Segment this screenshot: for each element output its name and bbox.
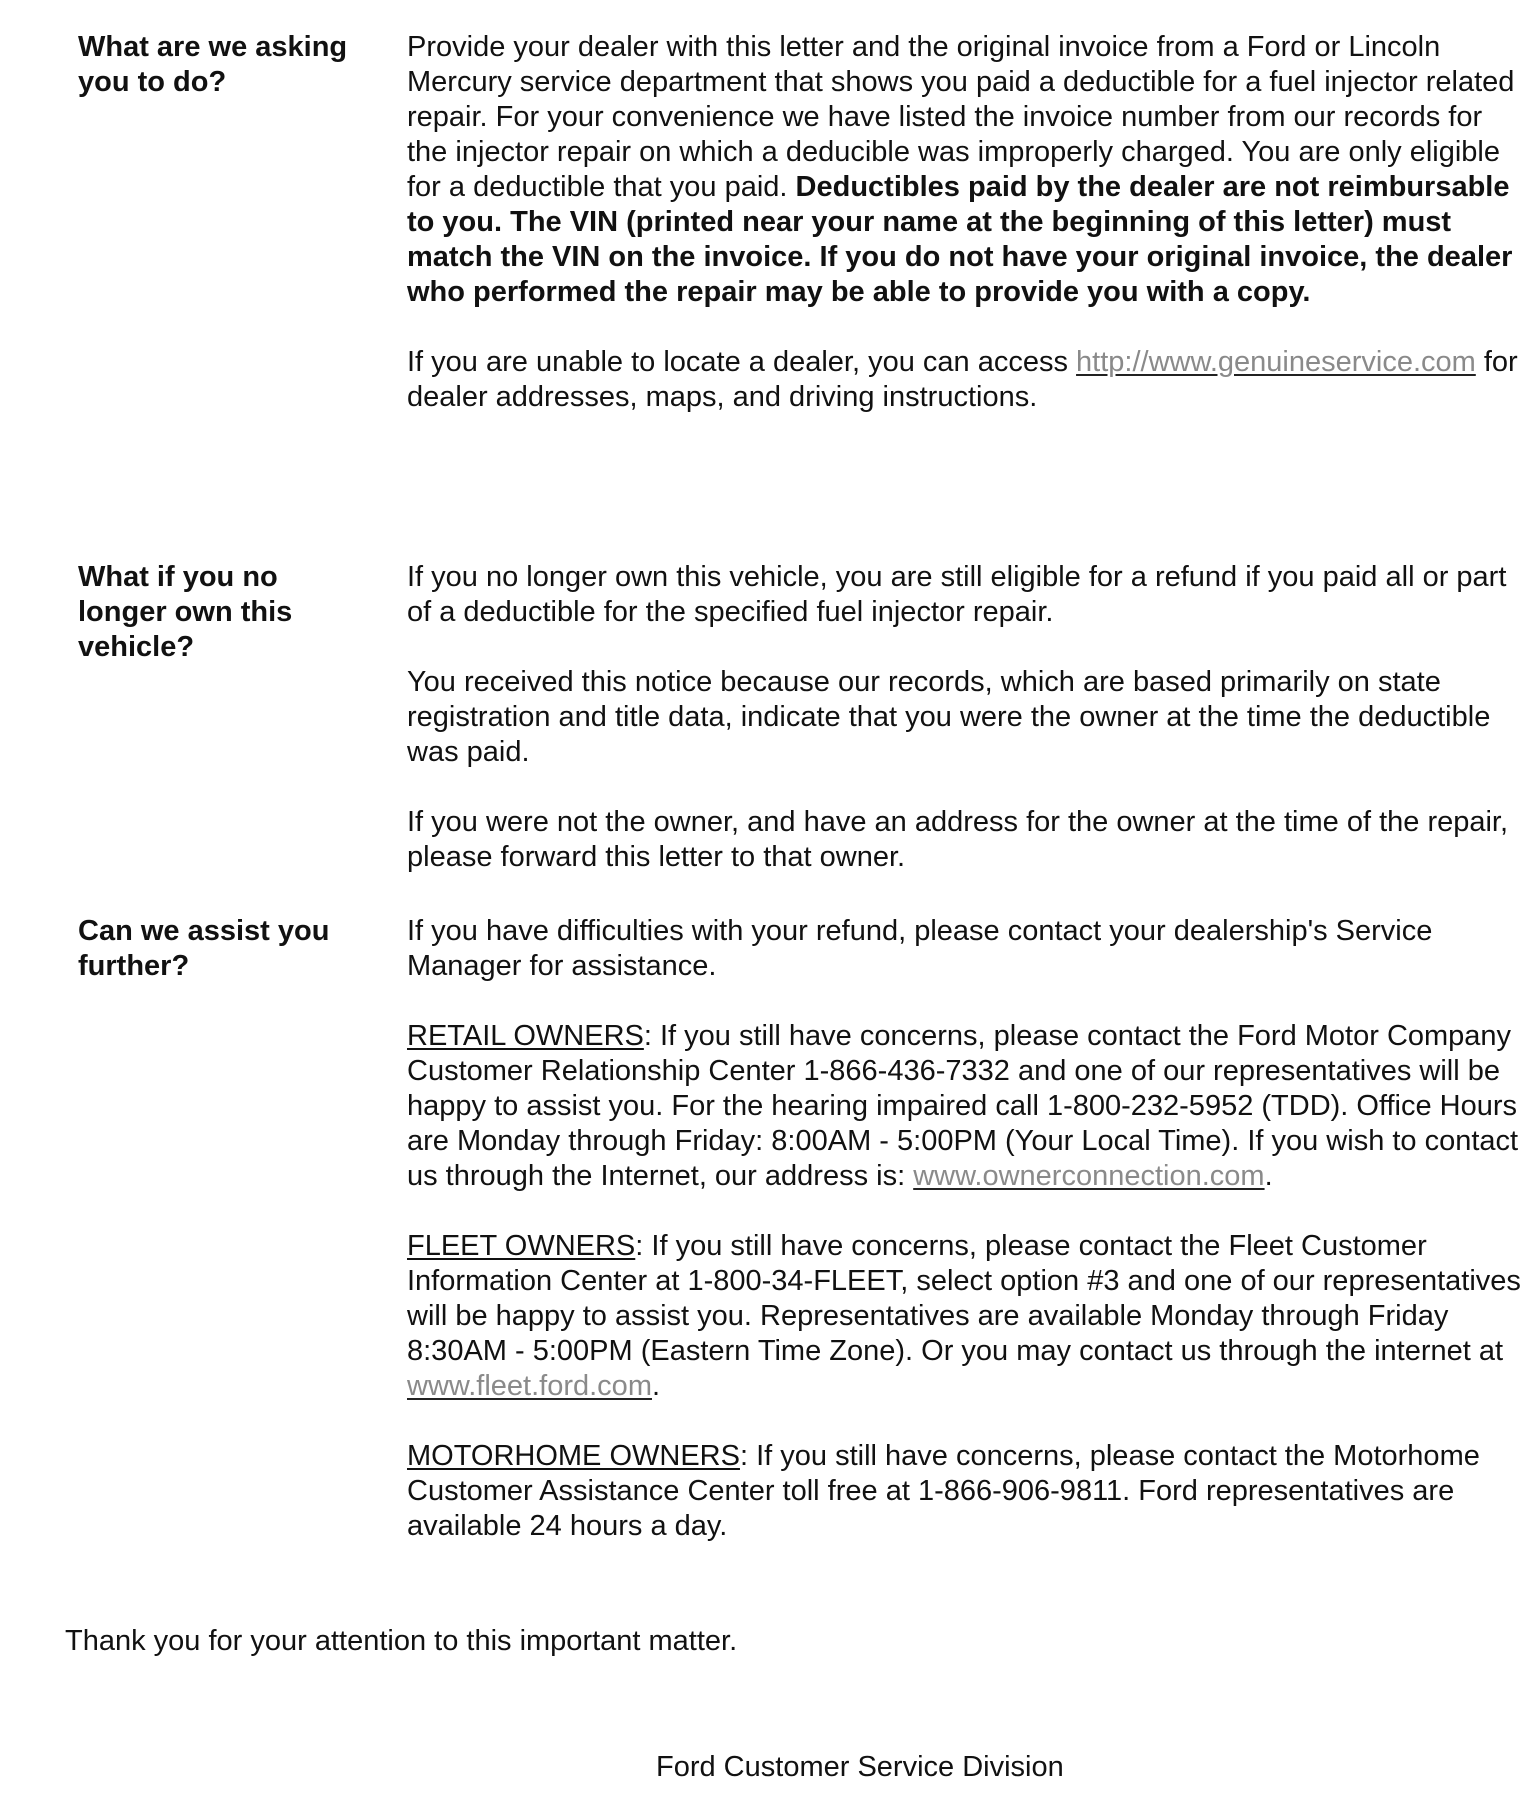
retail-owners-label: RETAIL OWNERS bbox=[407, 1020, 644, 1052]
instructions-bold-text: Deductibles paid by the dealer are not reimbursable to you. The VIN (printed near your name at the beginning of this letter) must match the VIN on the invoice. If you do not have your original invoice, the dealer who performed the repair may be able to provide you with a copy. bbox=[407, 171, 1513, 308]
fleet-owners-paragraph bbox=[407, 1229, 1527, 1404]
closing-line: Thank you for your attention to this important matter. bbox=[65, 1625, 738, 1657]
section-heading: Can we assist you further? bbox=[78, 915, 330, 982]
dealer-locator-text: If you are unable to locate a dealer, you can access bbox=[407, 346, 1077, 378]
fleet-ford-link[interactable]: www.fleet.ford.com bbox=[407, 1370, 652, 1402]
instructions-paragraph bbox=[407, 30, 1527, 310]
retail-owners-period: . bbox=[1264, 1160, 1273, 1192]
signature-line: Ford Customer Service Division bbox=[656, 1751, 1064, 1783]
dealer-locator-text-end: for dealer addresses, maps, and driving instructions. bbox=[407, 346, 1518, 413]
records-paragraph: You received this notice because our records, which are based primarily on state registration and title data, indicate that you were the owner at the time the deductible was paid. bbox=[407, 666, 1491, 768]
fleet-owners-label: FLEET OWNERS bbox=[407, 1230, 636, 1262]
section-body bbox=[407, 30, 1527, 415]
motorhome-owners-label: MOTORHOME OWNERS bbox=[407, 1440, 740, 1472]
eligibility-paragraph: If you no longer own this vehicle, you are still eligible for a refund if you paid all or part of a deductible for the specified fuel injector repair. bbox=[407, 561, 1507, 628]
motorhome-owners-text: : If you still have concerns, please contact the Motorhome Customer Assistance Center toll free at 1-866-906-9811. Ford representatives are available 24 hours a day. bbox=[407, 1440, 1480, 1542]
genuineservice-link[interactable]: http://www.genuineservice.com bbox=[1076, 346, 1476, 378]
retail-owners-text: : If you still have concerns, please contact the Ford Motor Company Customer Relationship Center 1-866-436-7332 and one of our representatives will be happy to assist you. For the hearing impaired call 1-800-232-5952 (TDD). Office Hours are Monday through Friday: 8:00AM - 5:00PM (Your Local Time). If you wish to contact us through the Internet, our address is: bbox=[407, 1020, 1519, 1192]
dealer-locator-paragraph bbox=[407, 345, 1527, 415]
difficulties-paragraph: If you have difficulties with your refund, please contact your dealership's Service Manager for assistance. bbox=[407, 915, 1433, 982]
fleet-owners-text: : If you still have concerns, please contact the Fleet Customer Information Center at 1-800-34-FLEET, select option #3 and one of our representatives will be happy to assist you. Representatives are available Monday through Friday 8:30AM - 5:00PM (Eastern Time Zone). Or you may contact us through the internet at bbox=[407, 1230, 1521, 1367]
retail-owners-paragraph bbox=[407, 1019, 1527, 1194]
section-heading: What are we asking you to do? bbox=[78, 31, 348, 98]
section-heading: What if you no longer own this vehicle? bbox=[78, 561, 293, 663]
ownerconnection-link[interactable]: www.ownerconnection.com bbox=[913, 1160, 1265, 1192]
forward-letter-paragraph: If you were not the owner, and have an address for the owner at the time of the repair, please forward this letter to that owner. bbox=[407, 806, 1509, 873]
fleet-owners-period: . bbox=[651, 1370, 661, 1402]
section-body bbox=[407, 914, 1527, 1544]
instructions-text: Provide your dealer with this letter and the original invoice from a Ford or Lincoln Mercury service department that shows you paid a deductible for a fuel injector related repair. For your convenience we have listed the invoice number from our records for the injector repair on which a deducible was improperly charged. You are only eligible for a deductible that you paid. bbox=[407, 31, 1515, 203]
motorhome-owners-paragraph bbox=[407, 1439, 1527, 1544]
section-body bbox=[407, 560, 1527, 875]
